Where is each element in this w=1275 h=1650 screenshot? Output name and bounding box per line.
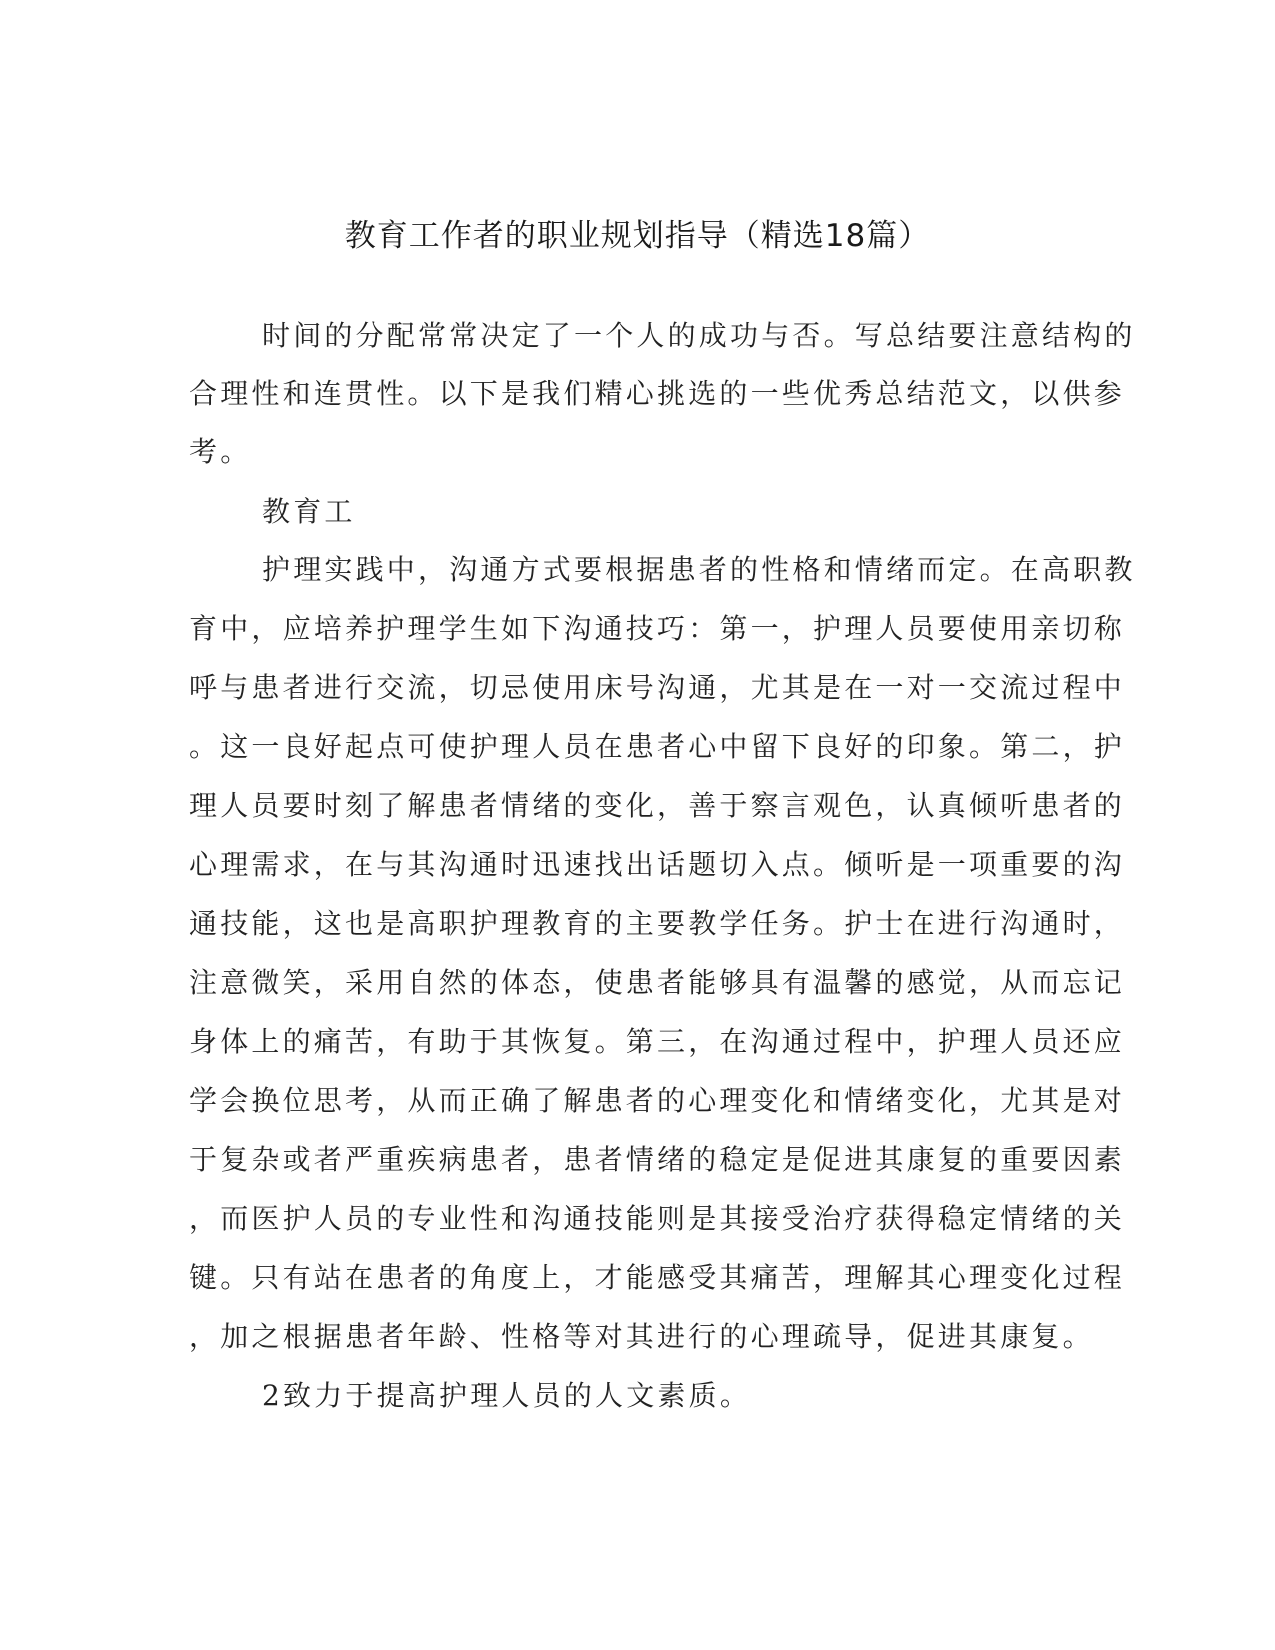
paragraph-line: 护理实践中，沟通方式要根据患者的性格和情绪而定。在高职教 (262, 553, 1136, 586)
paragraph-line: 于复杂或者严重疾病患者，患者情绪的稳定是促进其康复的重要因素 (189, 1143, 1126, 1176)
paragraph-line: ，而医护人员的专业性和沟通技能则是其接受治疗获得稳定情绪的关 (189, 1202, 1126, 1235)
paragraph-line: 通技能，这也是高职护理教育的主要教学任务。护士在进行沟通时， (189, 907, 1126, 940)
paragraph-line: 时间的分配常常决定了一个人的成功与否。写总结要注意结构的 (262, 319, 1136, 352)
paragraph-line: 注意微笑，采用自然的体态，使患者能够具有温馨的感觉，从而忘记 (189, 966, 1126, 999)
paragraph-line: 合理性和连贯性。以下是我们精心挑选的一些优秀总结范文，以供参 (189, 377, 1126, 410)
paragraph-line: 心理需求，在与其沟通时迅速找出话题切入点。倾听是一项重要的沟 (189, 848, 1126, 881)
document-title: 教育工作者的职业规划指导（精选18篇） (344, 218, 931, 254)
paragraph-line: 学会换位思考，从而正确了解患者的心理变化和情绪变化，尤其是对 (189, 1084, 1126, 1117)
paragraph-line: 身体上的痛苦，有助于其恢复。第三，在沟通过程中，护理人员还应 (189, 1025, 1126, 1058)
paragraph-line: 考。 (189, 435, 252, 468)
paragraph-line: 理人员要时刻了解患者情绪的变化，善于察言观色，认真倾听患者的 (189, 789, 1126, 822)
paragraph-line: 育中，应培养护理学生如下沟通技巧：第一，护理人员要使用亲切称 (189, 612, 1126, 645)
paragraph-line: ，加之根据患者年龄、性格等对其进行的心理疏导，促进其康复。 (189, 1320, 1094, 1353)
paragraph-line: 键。只有站在患者的角度上，才能感受其痛苦，理解其心理变化过程 (189, 1261, 1126, 1294)
paragraph-line: 2致力于提高护理人员的人文素质。 (262, 1379, 752, 1412)
paragraph-line: 教育工 (262, 495, 356, 528)
paragraph-line: 呼与患者进行交流，切忌使用床号沟通，尤其是在一对一交流过程中 (189, 671, 1126, 704)
paragraph-line: 。这一良好起点可使护理人员在患者心中留下良好的印象。第二，护 (189, 730, 1126, 763)
